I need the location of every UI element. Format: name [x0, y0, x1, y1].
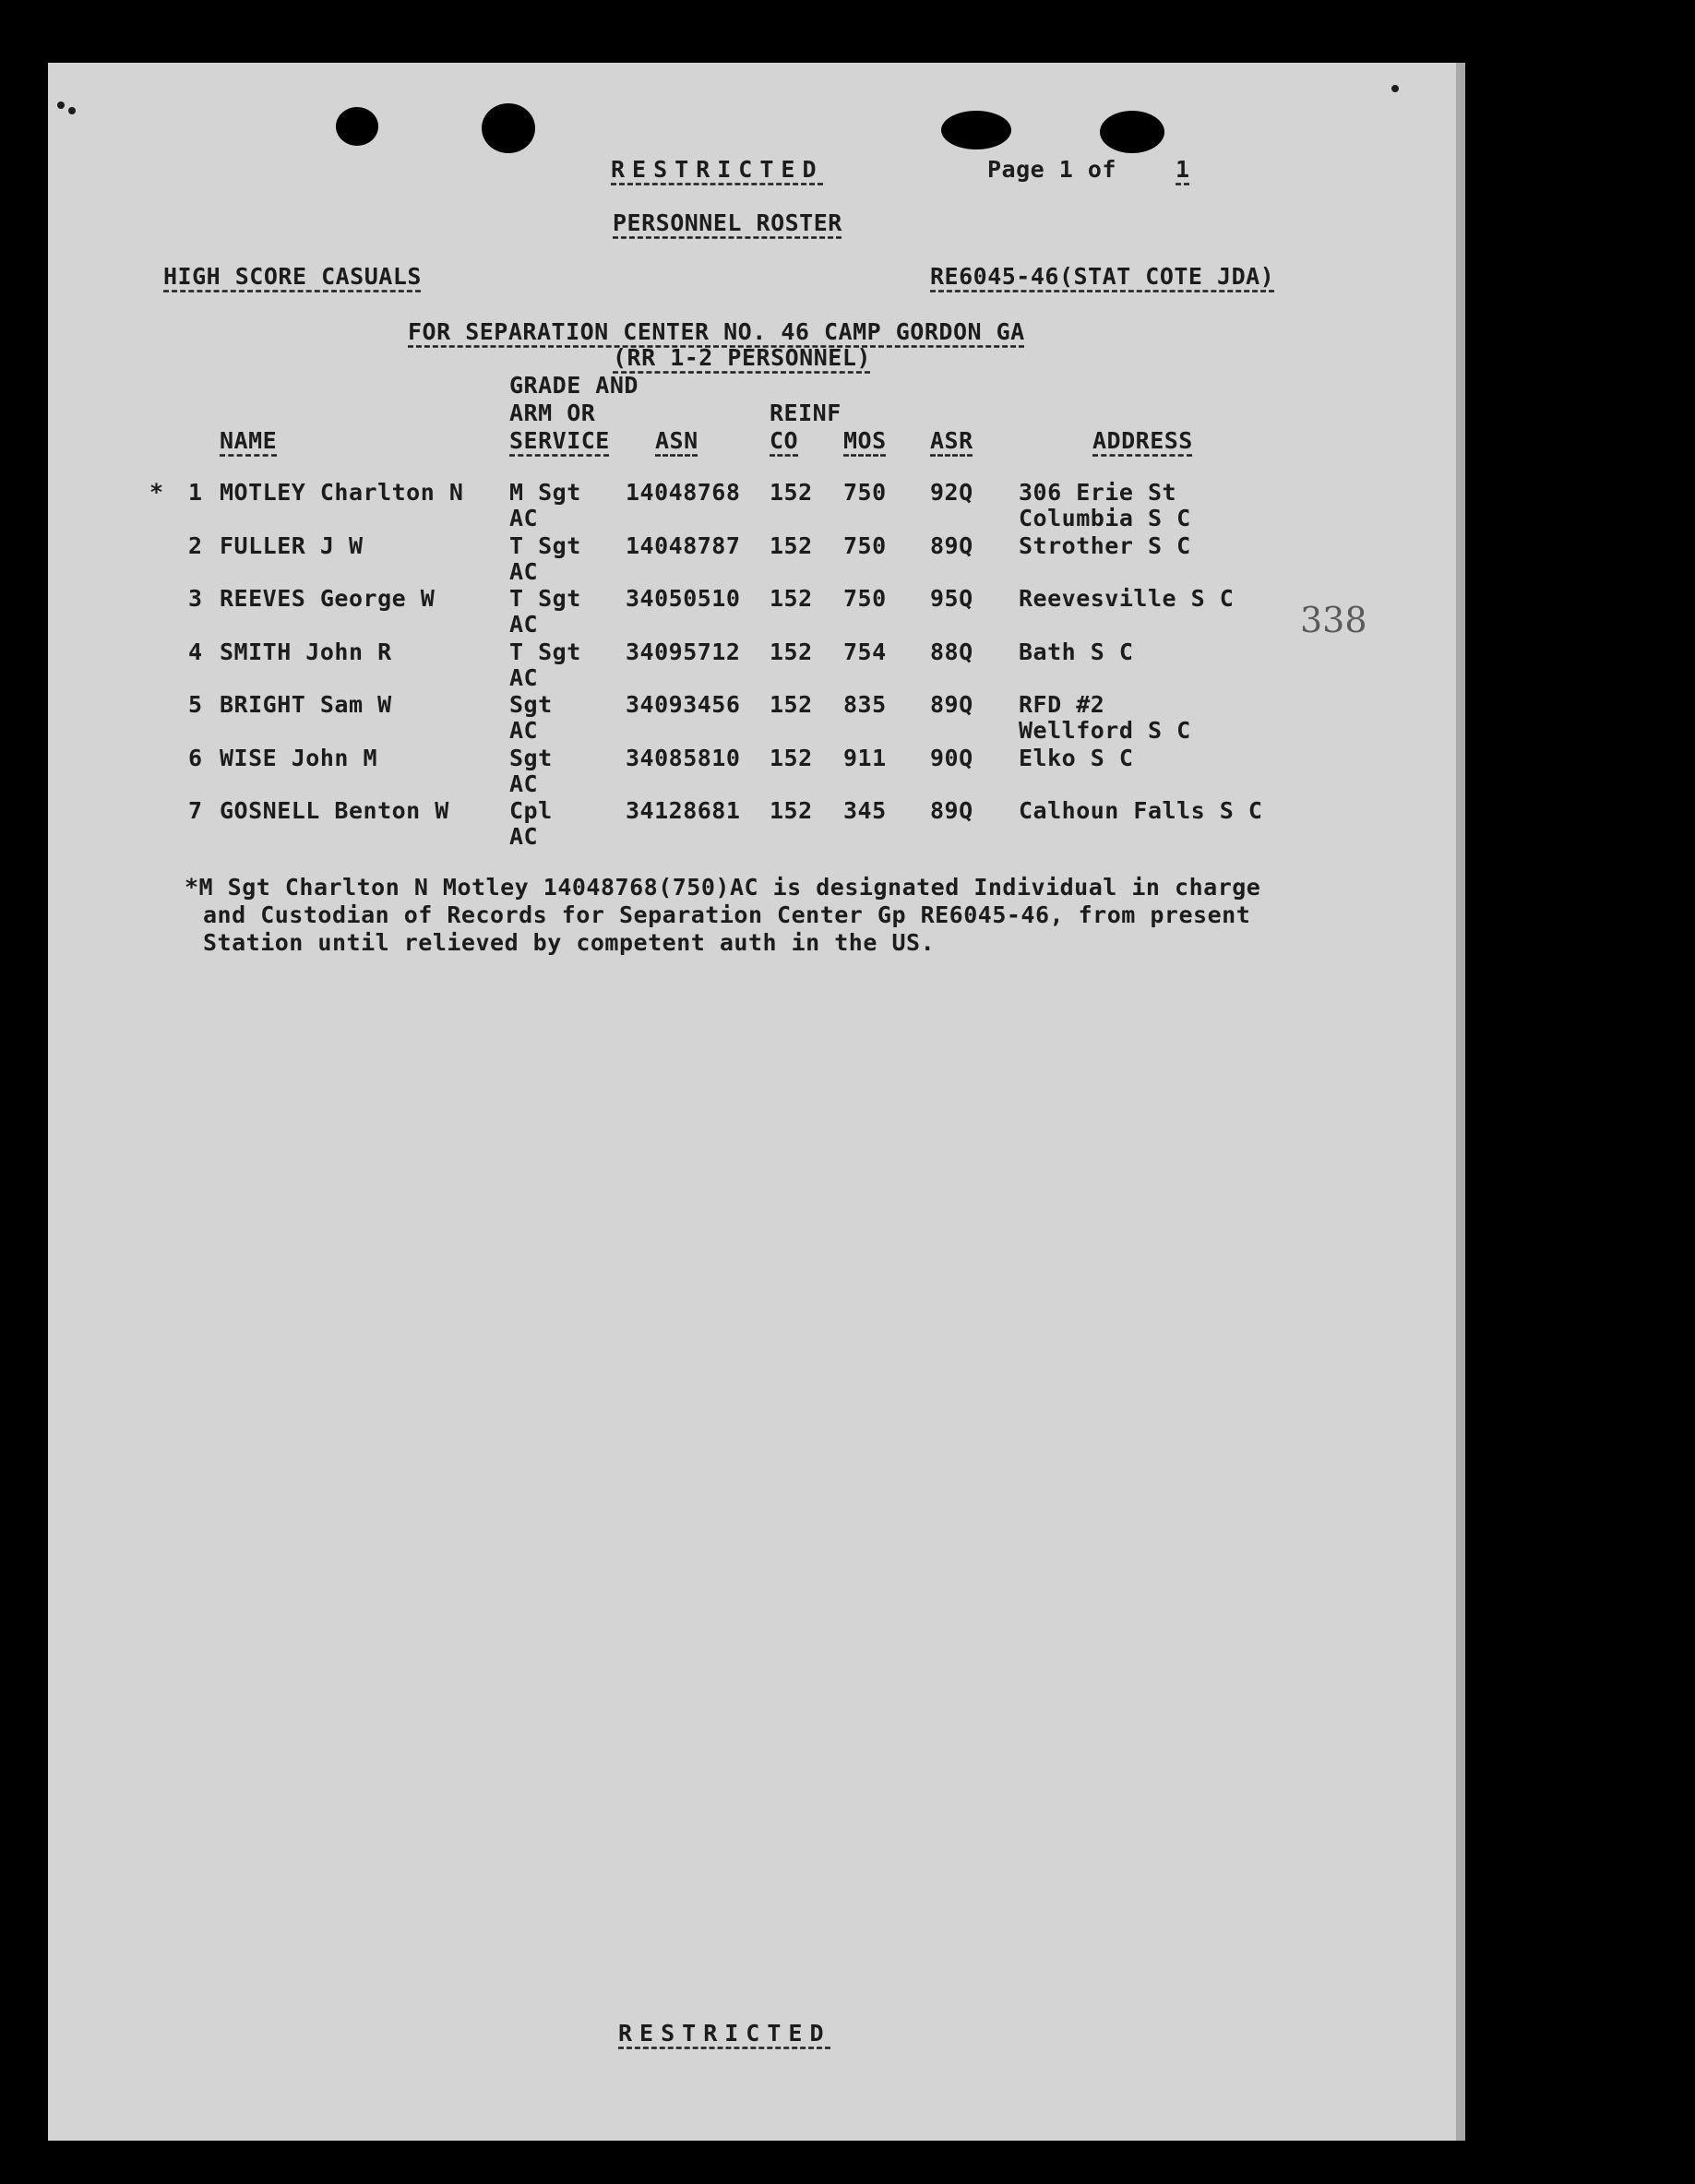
- stray-mark: [1391, 85, 1399, 92]
- punch-hole: [1100, 111, 1164, 153]
- row-address-line1: Calhoun Falls S C: [1019, 797, 1263, 824]
- row-mos: 754: [843, 638, 887, 665]
- punch-hole: [336, 107, 378, 146]
- row-grade: T Sgt: [509, 638, 581, 665]
- row-co: 152: [770, 797, 813, 824]
- row-grade: Cpl: [509, 797, 553, 824]
- row-co: 152: [770, 638, 813, 665]
- row-asn: 34128681: [626, 797, 741, 824]
- row-service: AC: [509, 557, 539, 585]
- row-mos: 835: [843, 691, 887, 718]
- restricted-footer: RESTRICTED: [618, 2020, 831, 2047]
- row-mos: 750: [843, 531, 887, 559]
- row-co: 152: [770, 691, 813, 718]
- punch-hole: [941, 111, 1011, 149]
- row-asr: 88Q: [930, 638, 973, 665]
- row-service: AC: [509, 823, 539, 850]
- row-asr: 90Q: [930, 744, 973, 771]
- row-grade: Sgt: [509, 744, 553, 771]
- row-asn: 34085810: [626, 744, 741, 771]
- unit-tag-left: HIGH SCORE CASUALS: [163, 263, 422, 290]
- row-number: 4: [188, 638, 203, 665]
- row-number: 7: [188, 797, 203, 824]
- row-name: SMITH John R: [220, 638, 392, 665]
- stray-mark: [68, 107, 76, 114]
- row-grade: T Sgt: [509, 531, 581, 559]
- row-mos: 911: [843, 744, 887, 771]
- unit-tag-right: RE6045-46(STAT COTE JDA): [930, 263, 1275, 290]
- row-mos: 345: [843, 797, 887, 824]
- row-number: 2: [188, 531, 203, 559]
- page-total: 1: [1176, 156, 1190, 183]
- row-service: AC: [509, 770, 539, 797]
- page-edge-shadow: [1456, 63, 1465, 2141]
- page-stamp-number: 338: [1300, 600, 1367, 640]
- row-address-line1: 306 Erie St: [1019, 479, 1177, 506]
- row-asn: 34050510: [626, 585, 741, 612]
- row-name: REEVES George W: [220, 585, 436, 612]
- row-asn: 14048787: [626, 531, 741, 559]
- row-grade: Sgt: [509, 691, 553, 718]
- row-asr: 89Q: [930, 691, 973, 718]
- col-address: ADDRESS: [1092, 427, 1193, 454]
- row-name: WISE John M: [220, 744, 378, 771]
- row-asn: 34095712: [626, 638, 741, 665]
- row-asr: 89Q: [930, 797, 973, 824]
- row-co: 152: [770, 744, 813, 771]
- row-service: AC: [509, 505, 539, 531]
- col-name: NAME: [220, 427, 278, 454]
- row-service: AC: [509, 663, 539, 691]
- restricted-header: RESTRICTED: [611, 156, 824, 183]
- row-grade: M Sgt: [509, 479, 581, 506]
- separation-center-line: FOR SEPARATION CENTER NO. 46 CAMP GORDON GA: [408, 318, 1025, 345]
- row-address-line2: Columbia S C: [1019, 505, 1191, 531]
- row-name: BRIGHT Sam W: [220, 691, 392, 718]
- col-grade-line3: SERVICE: [509, 427, 610, 454]
- row-address-line1: Strother S C: [1019, 531, 1191, 559]
- stray-mark: [57, 101, 65, 109]
- col-reinf: REINF: [770, 400, 842, 426]
- roster-title: PERSONNEL ROSTER: [613, 209, 842, 236]
- row-service: AC: [509, 611, 539, 638]
- row-number: 3: [188, 585, 203, 612]
- row-asr: 89Q: [930, 531, 973, 559]
- footnote-line-2: and Custodian of Records for Separation Center Gp RE6045-46, from present: [203, 901, 1251, 928]
- footnote-line-1: *M Sgt Charlton N Motley 14048768(750)AC is designated Individual in charge: [185, 874, 1261, 901]
- row-co: 152: [770, 585, 813, 612]
- row-address-line1: Elko S C: [1019, 744, 1134, 771]
- row-mos: 750: [843, 479, 887, 506]
- row-co: 152: [770, 531, 813, 559]
- row-address-line2: Wellford S C: [1019, 717, 1191, 744]
- col-mos: MOS: [843, 427, 887, 454]
- row-number: 6: [188, 744, 203, 771]
- row-address-line1: RFD #2: [1019, 691, 1105, 718]
- row-number: 5: [188, 691, 203, 718]
- row-asr: 92Q: [930, 479, 973, 506]
- row-number: 1: [188, 479, 203, 506]
- footnote-line-3: Station until relieved by competent auth in the US.: [203, 929, 936, 956]
- row-address-line1: Bath S C: [1019, 638, 1134, 665]
- row-asr: 95Q: [930, 585, 973, 612]
- row-mos: 750: [843, 585, 887, 612]
- col-co: CO: [770, 427, 799, 454]
- punch-hole: [482, 103, 535, 153]
- page-label: Page 1 of: [987, 156, 1116, 183]
- document-page: [48, 63, 1465, 2141]
- col-asn: ASN: [655, 427, 698, 454]
- row-name: FULLER J W: [220, 531, 364, 559]
- col-grade-line2: ARM OR: [509, 400, 596, 426]
- col-asr: ASR: [930, 427, 973, 454]
- row-name: GOSNELL Benton W: [220, 797, 449, 824]
- designated-mark: *: [149, 479, 164, 506]
- row-service: AC: [509, 717, 539, 744]
- row-asn: 14048768: [626, 479, 741, 506]
- row-address-line1: Reevesville S C: [1019, 585, 1235, 612]
- personnel-class-line: (RR 1-2 PERSONNEL): [613, 344, 871, 371]
- row-name: MOTLEY Charlton N: [220, 479, 464, 506]
- row-co: 152: [770, 479, 813, 506]
- row-asn: 34093456: [626, 691, 741, 718]
- col-grade-line1: GRADE AND: [509, 372, 639, 399]
- row-grade: T Sgt: [509, 585, 581, 612]
